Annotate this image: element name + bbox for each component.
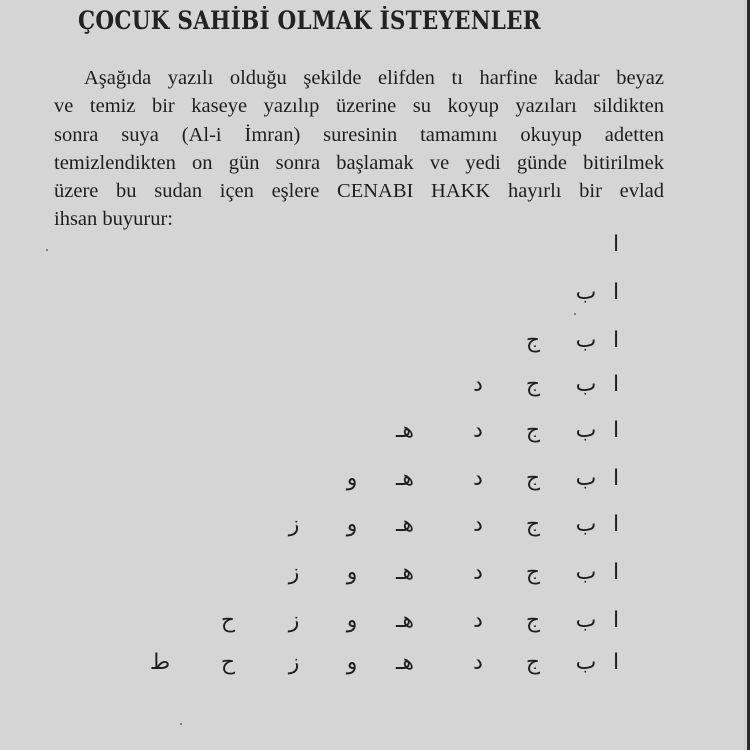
abjad-letter: ز xyxy=(288,608,300,633)
abjad-letter: و xyxy=(346,512,358,537)
abjad-letter: و xyxy=(346,608,358,633)
abjad-letter: ج xyxy=(525,328,541,353)
paragraph-line: üzere bu sudan içen eşlere CENABI HAKK hayırlı bir evlad xyxy=(54,180,664,203)
paragraph-line: temizlendikten on gün sonra başlamak ve yedi günde bitirilmek xyxy=(54,151,664,174)
abjad-letter: و xyxy=(346,466,358,491)
scan-speck xyxy=(574,313,576,315)
abjad-letter: ج xyxy=(525,650,541,675)
paragraph-line: sonra suya (Al-i İmran) suresinin tamamını okuyup adetten xyxy=(54,123,664,146)
abjad-letter: د xyxy=(473,512,483,537)
abjad-letter: ا xyxy=(612,232,620,257)
abjad-letter: ا xyxy=(612,372,620,397)
abjad-letter: ا xyxy=(612,280,620,305)
abjad-letter: ا xyxy=(612,608,620,633)
abjad-letter: ب xyxy=(575,280,597,305)
page-title: ÇOCUK SAHİBİ OLMAK İSTEYENLER xyxy=(78,6,541,35)
paragraph-line: ihsan buyurur: xyxy=(54,208,173,231)
abjad-letter: و xyxy=(346,560,358,585)
abjad-letter: هـ xyxy=(395,418,415,443)
abjad-letter: د xyxy=(473,650,483,675)
abjad-letter: ب xyxy=(575,512,597,537)
abjad-letter: ا xyxy=(612,650,620,675)
abjad-letter: ب xyxy=(575,608,597,633)
abjad-letter: هـ xyxy=(395,608,415,633)
abjad-letter: ج xyxy=(525,418,541,443)
abjad-letter: ح xyxy=(220,608,236,633)
abjad-letter: ح xyxy=(220,650,236,675)
abjad-letter: د xyxy=(473,466,483,491)
abjad-letter: ج xyxy=(525,560,541,585)
abjad-letter: هـ xyxy=(395,650,415,675)
paragraph-line: Aşağıda yazılı olduğu şekilde elifden tı harfine kadar beyaz xyxy=(84,67,664,89)
abjad-letter: ا xyxy=(612,560,620,585)
abjad-letter: ز xyxy=(288,512,300,537)
paragraph-line: ve temiz bir kaseye yazılıp üzerine su koyup yazıları sildikten xyxy=(54,95,664,118)
abjad-letter: ب xyxy=(575,418,597,443)
abjad-letter: ز xyxy=(288,650,300,675)
abjad-letter: ب xyxy=(575,372,597,397)
abjad-letter: د xyxy=(473,418,483,443)
abjad-letter: هـ xyxy=(395,560,415,585)
abjad-letter: ج xyxy=(525,372,541,397)
abjad-letter: ج xyxy=(525,512,541,537)
abjad-letter: د xyxy=(473,608,483,633)
abjad-letter: ز xyxy=(288,560,300,585)
abjad-letter: و xyxy=(346,650,358,675)
abjad-letter: د xyxy=(473,372,483,397)
abjad-letter: ا xyxy=(612,512,620,537)
abjad-letter: ج xyxy=(525,608,541,633)
scan-speck xyxy=(180,723,182,725)
abjad-letter: ب xyxy=(575,466,597,491)
abjad-letter: ب xyxy=(575,560,597,585)
page-edge-highlight xyxy=(744,0,745,750)
abjad-letter: ا xyxy=(612,328,620,353)
abjad-letter: ب xyxy=(575,650,597,675)
abjad-letter: ا xyxy=(612,418,620,443)
abjad-letter: هـ xyxy=(395,512,415,537)
abjad-letter: ط xyxy=(149,650,171,675)
abjad-letter: د xyxy=(473,560,483,585)
scan-speck xyxy=(46,249,48,251)
abjad-letter: ب xyxy=(575,328,597,353)
abjad-letter: ا xyxy=(612,466,620,491)
abjad-letter: هـ xyxy=(395,466,415,491)
abjad-letter: ج xyxy=(525,466,541,491)
